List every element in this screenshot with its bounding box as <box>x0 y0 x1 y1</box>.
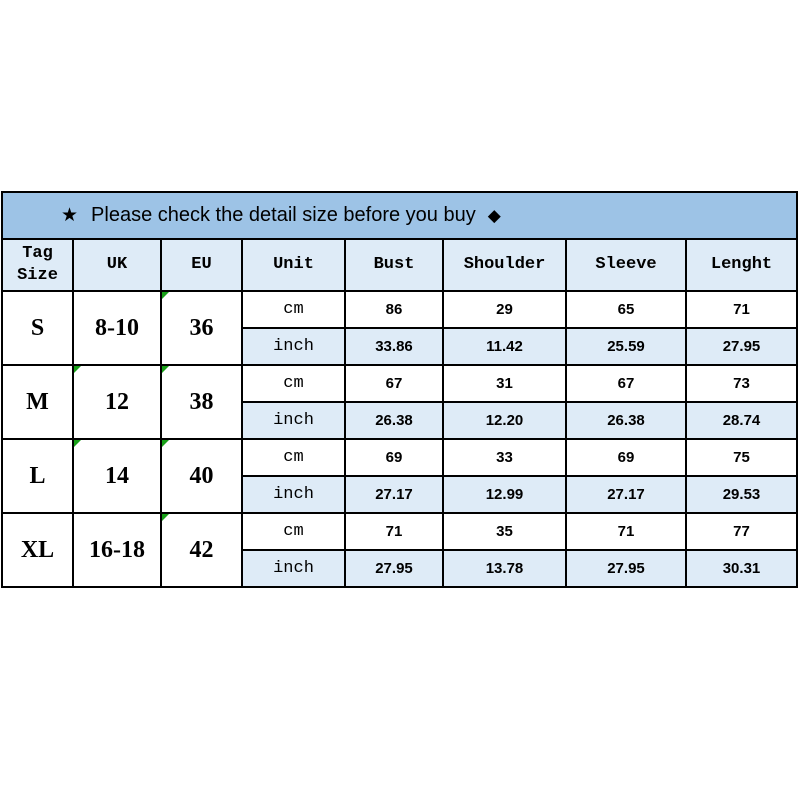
unit-cell: cm <box>242 513 345 550</box>
uk-value: 12 <box>105 388 129 415</box>
unit-cell: cm <box>242 365 345 402</box>
header-row <box>2 239 797 291</box>
bust-cell: 69 <box>345 439 443 476</box>
sleeve-cell: 25.59 <box>566 328 686 365</box>
eu-value: 42 <box>189 536 214 563</box>
col-header-lenght: Lenght <box>686 239 797 291</box>
banner <box>1 191 798 238</box>
lenght-cell: 30.31 <box>686 550 797 587</box>
bust-cell: 71 <box>345 513 443 550</box>
uk-value: 14 <box>105 462 129 489</box>
error-flag-icon <box>162 366 169 373</box>
star-icon: ★ <box>61 205 79 226</box>
sleeve-cell: 65 <box>566 291 686 328</box>
diamond-icon: ◆ <box>487 205 501 225</box>
lenght-cell: 77 <box>686 513 797 550</box>
shoulder-cell: 12.20 <box>443 402 566 439</box>
sleeve-cell: 26.38 <box>566 402 686 439</box>
sleeve-cell: 67 <box>566 365 686 402</box>
lenght-cell: 29.53 <box>686 476 797 513</box>
col-header-eu: EU <box>161 239 242 291</box>
tag-cell: S <box>2 291 73 365</box>
col-header-sleeve: Sleeve <box>566 239 686 291</box>
row-s-cm <box>2 291 797 328</box>
bust-cell: 27.95 <box>345 550 443 587</box>
sleeve-cell: 71 <box>566 513 686 550</box>
col-header-bust: Bust <box>345 239 443 291</box>
eu-cell <box>161 439 242 513</box>
error-flag-icon <box>74 440 81 447</box>
shoulder-cell: 33 <box>443 439 566 476</box>
error-flag-icon <box>162 292 169 299</box>
lenght-cell: 27.95 <box>686 328 797 365</box>
unit-cell: inch <box>242 476 345 513</box>
unit-cell: inch <box>242 328 345 365</box>
row-l-cm <box>2 439 797 476</box>
bust-cell: 26.38 <box>345 402 443 439</box>
eu-value: 38 <box>189 388 214 415</box>
lenght-cell: 73 <box>686 365 797 402</box>
tag-cell: L <box>2 439 73 513</box>
shoulder-cell: 31 <box>443 365 566 402</box>
banner-text: Please check the detail size before you buy <box>91 204 476 226</box>
row-m-cm <box>2 365 797 402</box>
lenght-cell: 75 <box>686 439 797 476</box>
eu-cell <box>161 291 242 365</box>
col-header-uk: UK <box>73 239 161 291</box>
error-flag-icon <box>162 514 169 521</box>
error-flag-icon <box>74 366 81 373</box>
bust-cell: 86 <box>345 291 443 328</box>
col-header-unit: Unit <box>242 239 345 291</box>
uk-cell: 8-10 <box>73 291 161 365</box>
error-flag-icon <box>162 440 169 447</box>
bust-cell: 33.86 <box>345 328 443 365</box>
tag-cell: XL <box>2 513 73 587</box>
uk-cell <box>73 365 161 439</box>
size-table <box>1 238 798 588</box>
eu-value: 36 <box>189 314 214 341</box>
col-header-tag-size: Tag Size <box>2 239 73 291</box>
bust-cell: 27.17 <box>345 476 443 513</box>
shoulder-cell: 35 <box>443 513 566 550</box>
eu-cell <box>161 365 242 439</box>
row-xl-cm <box>2 513 797 550</box>
unit-cell: cm <box>242 291 345 328</box>
shoulder-cell: 11.42 <box>443 328 566 365</box>
bust-cell: 67 <box>345 365 443 402</box>
size-chart <box>1 191 798 588</box>
unit-cell: cm <box>242 439 345 476</box>
uk-cell <box>73 439 161 513</box>
lenght-cell: 71 <box>686 291 797 328</box>
shoulder-cell: 29 <box>443 291 566 328</box>
eu-value: 40 <box>189 462 214 489</box>
eu-cell <box>161 513 242 587</box>
tag-cell: M <box>2 365 73 439</box>
col-header-shoulder: Shoulder <box>443 239 566 291</box>
shoulder-cell: 13.78 <box>443 550 566 587</box>
uk-cell: 16-18 <box>73 513 161 587</box>
sleeve-cell: 27.95 <box>566 550 686 587</box>
shoulder-cell: 12.99 <box>443 476 566 513</box>
sleeve-cell: 69 <box>566 439 686 476</box>
unit-cell: inch <box>242 550 345 587</box>
lenght-cell: 28.74 <box>686 402 797 439</box>
sleeve-cell: 27.17 <box>566 476 686 513</box>
unit-cell: inch <box>242 402 345 439</box>
